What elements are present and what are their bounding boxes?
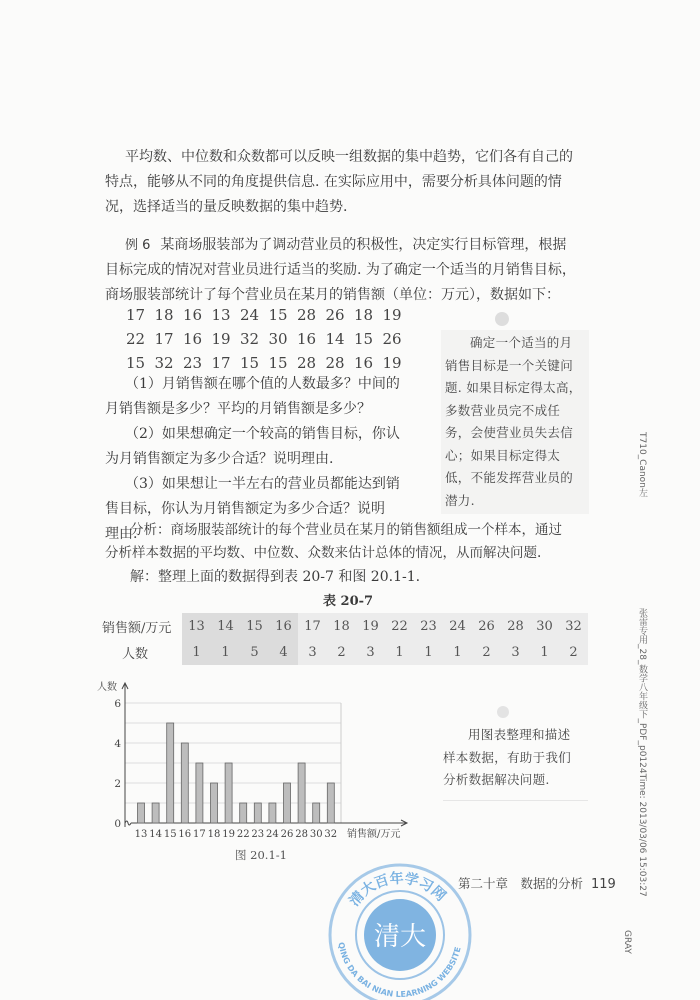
data-value: 15 [268, 354, 288, 372]
y-tick-label: 0 [114, 818, 121, 830]
data-value: 28 [297, 354, 317, 372]
question-line: 理由. [105, 526, 138, 542]
bar [181, 743, 188, 823]
question-line: 为月销售额定为多少合适？说明理由. [105, 451, 334, 467]
sales-cell: 23 [414, 613, 443, 639]
color-mode: GRAY [622, 930, 632, 954]
count-cell: 1 [414, 639, 443, 665]
bar [269, 803, 276, 823]
example-line: 目标完成的情况对营业员进行适当的奖励. 为了确定一个适当的月销售目标， [105, 262, 576, 278]
count-cell: 1 [182, 639, 211, 665]
sales-cell: 19 [356, 613, 385, 639]
x-tick-label: 24 [266, 829, 279, 840]
bar [225, 763, 232, 823]
count-cell: 5 [240, 639, 269, 665]
side-note-goal [441, 330, 589, 514]
note-line: 样本数据，有助于我们 [443, 749, 572, 765]
file-info: 张雷专用_28_数学八年级下_PDF_p0124Time: 2013/03/06 15:03:27 [637, 608, 647, 897]
page-number: 119 [591, 877, 616, 892]
data-value: 32 [154, 354, 174, 372]
question-line: （2）如果想确定一个较高的销售目标，你认 [125, 426, 400, 442]
data-value: 16 [183, 306, 203, 324]
data-value: 17 [126, 306, 146, 324]
intro-line: 特点，能够从不同的角度提供信息. 在实际应用中，需要分析具体问题的情 [105, 174, 562, 190]
x-tick-label: 23 [251, 829, 265, 840]
x-tick-label: 17 [193, 829, 206, 840]
data-value: 26 [325, 306, 345, 324]
data-value: 22 [126, 330, 146, 348]
sales-cell: 16 [269, 613, 298, 639]
table-title: 表 20-7 [323, 594, 374, 609]
data-value: 16 [297, 330, 317, 348]
sales-cell: 28 [501, 613, 530, 639]
sales-cell: 26 [472, 613, 501, 639]
intro-line: 况，选择适当的量反映数据的集中趋势. [105, 199, 348, 215]
intro-paragraph [105, 145, 605, 220]
count-cell: 1 [385, 639, 414, 665]
footer [458, 874, 616, 892]
example-label: 例 6 [125, 238, 151, 253]
data-value: 18 [154, 306, 174, 324]
watermark-center-text: 清大 [373, 922, 427, 952]
data-row [126, 327, 411, 351]
sales-cell: 15 [240, 613, 269, 639]
note-icon [495, 312, 509, 326]
count-cell: 3 [298, 639, 327, 665]
data-value: 19 [382, 354, 402, 372]
data-value: 19 [211, 330, 231, 348]
count-cell: 2 [327, 639, 356, 665]
x-tick-label: 15 [163, 829, 177, 840]
data-value: 23 [183, 354, 203, 372]
bar [327, 783, 334, 823]
chapter-title: 第二十章 数据的分析 [458, 876, 584, 891]
sales-cell: 32 [559, 613, 588, 639]
note-line: 多数营业员完不成任 [445, 402, 561, 418]
data-value: 15 [240, 354, 260, 372]
x-tick-label: 18 [207, 829, 221, 840]
table-row-counts [102, 639, 588, 665]
note-line: 务，会使营业员失去信 [445, 425, 574, 440]
data-value: 15 [268, 306, 288, 324]
data-value: 16 [354, 354, 374, 372]
chart-caption: 图 20.1-1 [235, 848, 287, 862]
note-line: 低，不能发挥营业员的 [445, 470, 574, 485]
sales-cell: 18 [327, 613, 356, 639]
count-cell: 2 [472, 639, 501, 665]
data-value: 19 [382, 306, 402, 324]
data-value: 26 [382, 330, 402, 348]
example-line: 商场服装部统计了每个营业员在某月的销售额（单位：万元），数据如下： [105, 287, 560, 303]
sales-cell: 13 [182, 613, 211, 639]
data-value: 28 [297, 306, 317, 324]
note-line: 潜力. [445, 492, 475, 508]
sales-cell: 24 [443, 613, 472, 639]
data-value: 13 [211, 306, 231, 324]
question-line: （1）月销售额在哪个值的人数最多？中间的 [125, 376, 400, 392]
count-cell: 3 [501, 639, 530, 665]
data-value: 15 [354, 330, 374, 348]
sales-cell: 14 [211, 613, 240, 639]
data-value: 18 [354, 306, 374, 324]
note-line: 心；如果目标定得太 [445, 447, 561, 463]
sales-table [102, 613, 588, 665]
note-line: 用图表整理和描述 [468, 727, 571, 742]
example-line: 某商场服装部为了调动营业员的积极性，决定实行目标管理，根据 [160, 237, 567, 253]
question-line: （3）如果想让一半左右的营业员都能达到销 [125, 476, 400, 492]
sales-cell: 22 [385, 613, 414, 639]
bar [254, 803, 261, 823]
note-line: 销售目标是一个关键问 [445, 357, 574, 373]
x-tick-label: 28 [295, 829, 308, 840]
y-axis-label: 人数 [97, 682, 117, 693]
data-value: 28 [325, 354, 345, 372]
count-cell: 1 [211, 639, 240, 665]
count-cell: 1 [530, 639, 559, 665]
bar [138, 803, 145, 823]
note-line: 题. 如果目标定得太高， [445, 380, 582, 395]
x-tick-label: 32 [324, 829, 338, 840]
analysis [105, 519, 615, 565]
sales-cell: 17 [298, 613, 327, 639]
y-tick-label: 6 [114, 698, 121, 710]
data-row [126, 303, 411, 327]
x-axis-label: 销售额/万元 [347, 829, 401, 840]
x-tick-label: 14 [149, 829, 162, 840]
data-value: 14 [325, 330, 345, 348]
data-value: 16 [183, 330, 203, 348]
bar [152, 803, 159, 823]
count-cell: 2 [559, 639, 588, 665]
row-label: 人数 [102, 639, 182, 665]
data-value: 15 [126, 354, 146, 372]
bar-chart [95, 675, 455, 850]
note-line: 确定一个适当的月 [470, 335, 573, 350]
analysis-line: 分析样本数据的平均数、中位数、众数来估计总体的情况，从而解决问题. [105, 545, 542, 561]
x-tick-label: 30 [309, 829, 323, 840]
row-label: 销售额/万元 [102, 613, 182, 639]
bar [211, 783, 218, 823]
count-cell: 1 [443, 639, 472, 665]
bar [313, 803, 320, 823]
analysis-line: 分析：商场服装部统计的每个营业员在某月的销售额组成一个样本，通过 [130, 522, 562, 538]
x-tick-label: 13 [134, 829, 148, 840]
solution: 解：整理上面的数据得到表 20-7 和图 20.1-1. [130, 569, 421, 585]
bar [196, 763, 203, 823]
watermark-bottom-text: QING DA BAI NIAN LEARNING WEBSITE [336, 941, 463, 1000]
watermark-top-text: 清大百年学习网 [346, 870, 449, 910]
count-cell: 3 [356, 639, 385, 665]
data-rows [126, 303, 411, 375]
question-line: 售目标，你认为月销售额定为多少合适？说明 [105, 501, 385, 517]
scanner-label: T710_Canon左 [637, 432, 647, 497]
note-icon [497, 706, 509, 718]
side-note-chart [443, 724, 588, 801]
bar [240, 803, 247, 823]
data-value: 32 [240, 330, 260, 348]
bar [298, 763, 305, 823]
x-tick-label: 26 [280, 829, 294, 840]
sales-cell: 30 [530, 613, 559, 639]
question-line: 月销售额是多少？平均的月销售额是多少？ [105, 401, 371, 417]
y-tick-label: 4 [114, 738, 121, 750]
y-tick-label: 2 [114, 778, 121, 790]
data-value: 30 [268, 330, 288, 348]
count-cell: 4 [269, 639, 298, 665]
note-line: 分析数据解决问题. [443, 772, 550, 787]
example-paragraph [105, 233, 605, 308]
bar [284, 783, 291, 823]
x-tick-label: 22 [236, 829, 250, 840]
x-tick-label: 19 [222, 829, 235, 840]
bar [167, 723, 174, 823]
axis-break [125, 821, 131, 825]
table-row-sales [102, 613, 588, 639]
data-value: 17 [211, 354, 231, 372]
x-tick-label: 16 [178, 829, 192, 840]
intro-line: 平均数、中位数和众数都可以反映一组数据的集中趋势，它们各有自己的 [125, 149, 573, 165]
data-value: 17 [154, 330, 174, 348]
data-value: 24 [240, 306, 260, 324]
